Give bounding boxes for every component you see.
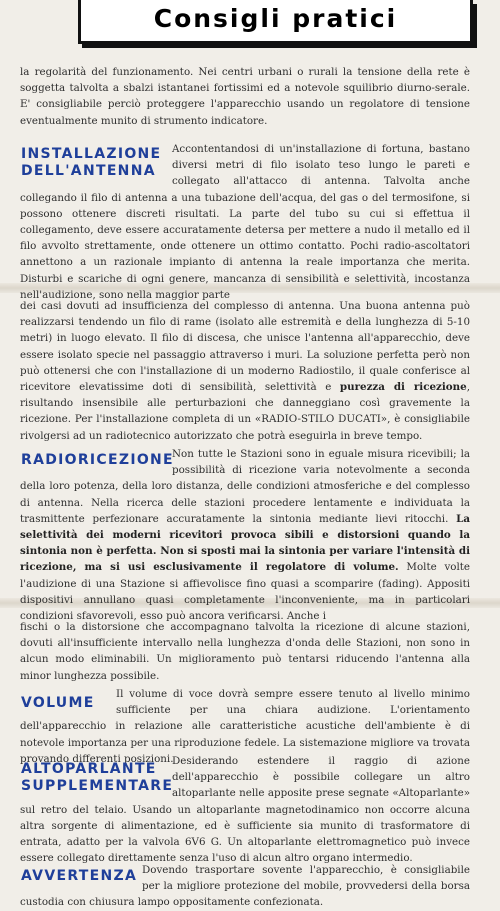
volume-text: Il volume di voce dovrà sempre essere tenuto al livello minimo sufficiente per una chiara audizione. L'orientamento dell'apparecchio in relazione alle caratteristiche acustiche dell'ambiente è di notevole importanza per una riproduzione fedele. La sistemazione migliore va trovata provando differenti posizioni. (20, 688, 470, 765)
installazione-text-2a: dei casi dovuti ad insufficienza del complesso di antenna. Una buona antenna può realizzarsi tendendo un filo di rame (isolato alle estremità e della lunghezza di 5-10 metri) in luogo elevato. Il filo di discesa, che unisce l'antenna all'apparecchio, deve essere isolato specie nel passaggio attraverso i muri. La soluzione perfetta però non può ottenersi che con l'installazione di un moderno Radiostilo, il quale conferisce al ricevitore elevatissime doti di sensibilità, selettività e (20, 300, 470, 394)
installazione-paragraph-2 (20, 298, 470, 442)
altoparlante-paragraph (20, 753, 470, 865)
heading-line: VOLUME (21, 695, 95, 711)
radioricezione-paragraph-2 (20, 619, 470, 682)
avvertenza-paragraph (20, 862, 470, 909)
avvertenza-text: Dovendo trasportare sovente l'apparecchio, è consigliabile per la migliore protezione del mobile, provvedersi della borsa custodia con chiusura lampo oppositamente confezionata. (20, 864, 470, 909)
radioricezione-text-bold: La selettività dei moderni ricevitori provoca sibili e distorsioni quando la sintonia non è perfetta. Non si sposti mai la sintonia per variare l'intensità di ricezione, ma si usi esclusivamente il regolatore di volume. (20, 512, 470, 574)
installazione-text-bold: purezza di ricezione (339, 381, 467, 394)
altoparlante-text: Desiderando estendere il raggio di azione dell'apparecchio è possibile collegare un altro altoparlante nelle apposite prese segnate «Altoparlante» sul retro del telaio. Usando un altoparlante magnetodinamico non occorre alcuna altra sorgente di alimentazione, ed è sufficiente sia munito di trasformatore di entrata, adatto per la valvola 6V6 G. Un altoparlante elettromagnetico può invece essere collegato direttamente senza l'uso di alcun altro organo intermedio. (20, 755, 470, 865)
heading-line: INSTALLAZIONE (21, 146, 162, 162)
heading-line: SUPPLEMENTARE (21, 778, 174, 794)
volume-paragraph (20, 686, 470, 765)
installazione-text-1: Accontentandosi di un'installazione di fortuna, bastano diversi metri di filo isolato teso lungo le pareti e collegato all'attacco di antenna. Talvolta anche collegando il filo di antenna a una tubazione dell'acqua, del gas o del termosifone, si possono ottenere discreti risultati. La parte del tubo su cui si effettua il collegamento, deve essere accuratamente detersa per mettere a nudo il metallo ed il filo avvolto strettamente, onde ottenere un ottimo contatto. Pochi radio-ascoltatori annettono a un razionale impianto di antenna la reale importanza che merita. Disturbi e scariche di ogni genere, mancanza di sensibilità e selettività, incostanza nell'audizione, sono nella maggior parte (20, 143, 470, 301)
heading-line: RADIORICEZIONE (21, 452, 174, 468)
installazione-text-2b: , risultando insensibile alle perturbazioni che danneggiano così gravemente la ricezione. Per l'installazione completa di un «RADIO-STILO DUCATI», è consigliabile rivolgersi ad un radiotecnico autorizzato che potrà eseguirla in breve tempo. (20, 381, 470, 442)
radioricezione-paragraph-1 (20, 446, 470, 623)
heading-line: DELL'ANTENNA (21, 163, 156, 179)
radioricezione-text-b: Molte volte l'audizione di una Stazione si affievolisce fino quasi a scomparire (fading). Appositi dispositivi annullano quasi completamente l'inconveniente, ma in particolari condizioni sfavorevoli, esso può ancora verificarsi. Anche i (20, 561, 470, 623)
installazione-paragraph-1 (20, 141, 470, 301)
heading-line: ALTOPARLANTE (21, 761, 157, 777)
radioricezione-text-c: fischi o la distorsione che accompagnano talvolta la ricezione di alcune stazioni, dovuti all'insufficiente intervallo nella lunghezza d'onda delle Stazioni, non sono in alcun modo eliminabili. Un miglioramento può tentarsi riducendo l'antenna alla minor lunghezza possibile. (20, 621, 470, 682)
intro-text: la regolarità del funzionamento. Nei centri urbani o rurali la tensione della rete è soggetta talvolta a sbalzi istantanei fortissimi ed a notevole squilibrio diurno-serale. E' consigliabile perciò proteggere l'apparecchio usando un regolatore di tensione eventualmente munito di strumento indicatore. (20, 66, 470, 127)
radioricezione-text-a: Non tutte le Stazioni sono in eguale misura ricevibili; la possibilità di ricezione varia notevolmente a seconda della loro potenza, della loro distanza, delle condizioni atmosferiche e del complesso di antenna. Nella ricerca delle stazioni procedere lentamente e individuata la trasmittente perfezionare accuratamente la sintonia mediante lievi ritocchi. (20, 448, 470, 525)
heading-line: AVVERTENZA (21, 868, 138, 884)
intro-paragraph (20, 64, 470, 129)
title-box (78, 0, 473, 44)
page-title: Consigli pratici (153, 4, 398, 33)
